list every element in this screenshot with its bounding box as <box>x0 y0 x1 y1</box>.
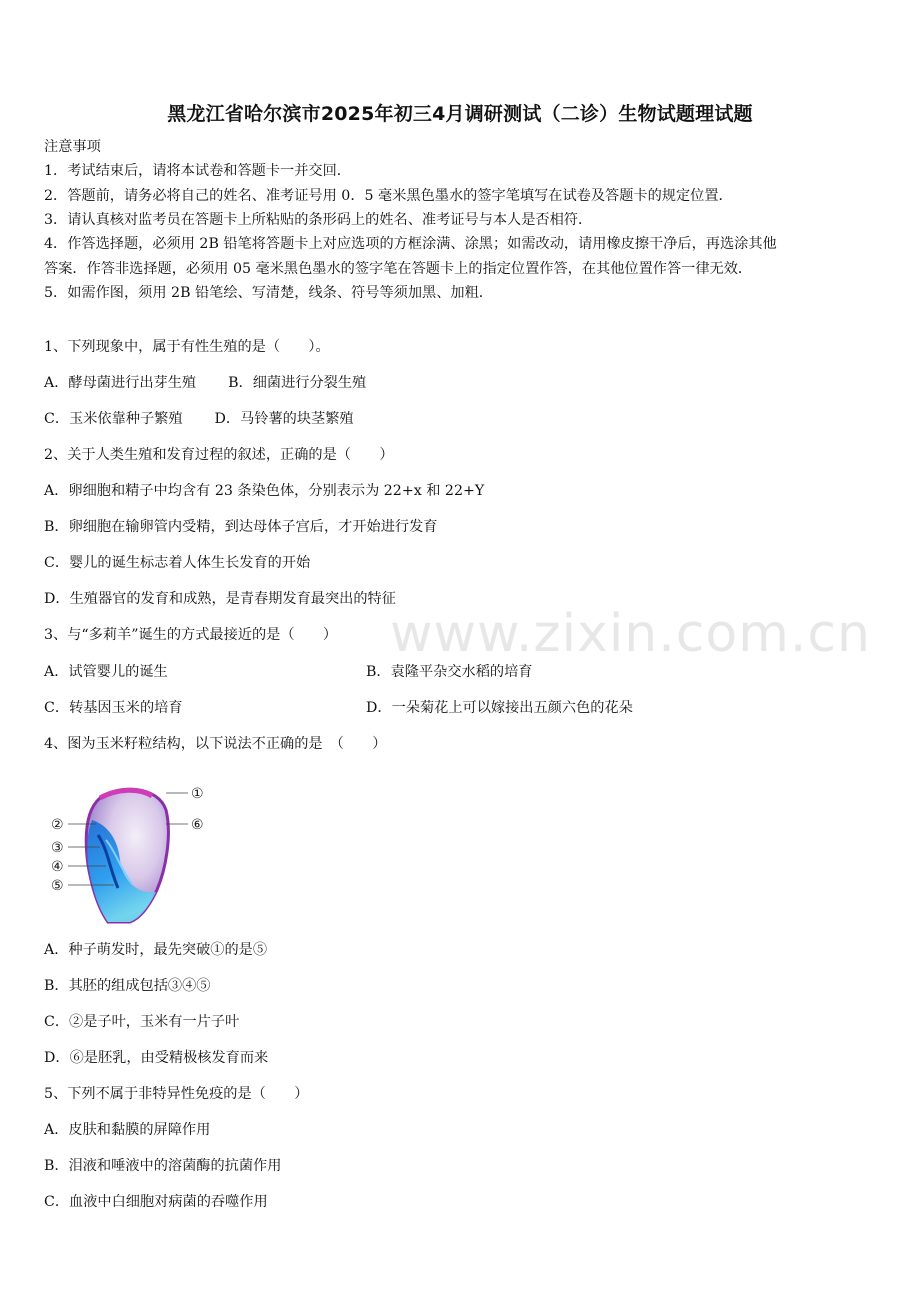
question-3-stem: 3、与“多莉羊”诞生的方式最接近的是（ ） <box>44 627 338 643</box>
option-b[interactable]: B．其胚的组成包括③④⑤ <box>44 978 211 994</box>
option-a[interactable]: A．试管婴儿的诞生 <box>44 664 168 680</box>
question-4-stem: 4、图为玉米籽粒结构，以下说法不正确的是 （ ） <box>44 736 387 752</box>
option-b[interactable]: B．细菌进行分裂生殖 <box>228 375 367 391</box>
label-1: ① <box>191 786 204 802</box>
option-b[interactable]: B．泪液和唾液中的溶菌酶的抗菌作用 <box>44 1158 282 1174</box>
notice-item: 答案．作答非选择题，必须用 05 毫米黑色墨水的签字笔在答题卡上的指定位置作答，在其他位置作答一律无效． <box>44 261 753 277</box>
page-title: 黑龙江省哈尔滨市2025年初三4月调研测试（二诊）生物试题理试题 <box>167 103 753 125</box>
notice-item: 4．作答选择题，必须用 2B 铅笔将答题卡上对应选项的方框涂满、涂黑；如需改动，请用橡皮擦干净后，再选涂其他 <box>44 236 777 252</box>
option-c[interactable]: C．婴儿的诞生标志着人体生长发育的开始 <box>44 555 311 571</box>
question-1-stem: 1、下列现象中，属于有性生殖的是（ ）。 <box>44 339 330 355</box>
watermark: www.zixin.com.cn <box>390 604 871 664</box>
notice-item: 1．考试结束后，请将本试卷和答题卡一并交回． <box>44 163 351 179</box>
question-1-options-row-2 <box>44 409 354 429</box>
notice-item: 2．答题前，请务必将自己的姓名、准考证号用 0．5 毫米黑色墨水的签字笔填写在试卷及答题卡的规定位置． <box>44 188 733 204</box>
option-b[interactable]: B．卵细胞在输卵管内受精，到达母体子宫后，才开始进行发育 <box>44 519 438 535</box>
option-d[interactable]: D．⑥是胚乳，由受精极核发育而来 <box>44 1050 269 1066</box>
corn-kernel-diagram <box>48 780 213 925</box>
notice-item: 5．如需作图，须用 2B 铅笔绘、写清楚，线条、符号等须加黑、加粗． <box>44 285 493 301</box>
option-d[interactable]: D．马铃薯的块茎繁殖 <box>214 411 354 427</box>
corn-kernel-figure <box>48 780 213 925</box>
question-2-stem: 2、关于人类生殖和发育过程的叙述，正确的是（ ） <box>44 447 394 463</box>
option-a[interactable]: A．皮肤和黏膜的屏障作用 <box>44 1122 211 1138</box>
option-a[interactable]: A．种子萌发时，最先突破①的是⑤ <box>44 942 268 958</box>
label-5: ⑤ <box>51 878 64 894</box>
option-d[interactable]: D．一朵菊花上可以嫁接出五颜六色的花朵 <box>366 700 633 716</box>
notice-heading: 注意事项 <box>44 139 101 155</box>
option-c[interactable]: C．血液中白细胞对病菌的吞噬作用 <box>44 1194 268 1210</box>
question-5-stem: 5、下列不属于非特异性免疫的是（ ） <box>44 1086 309 1102</box>
label-3: ③ <box>51 840 64 856</box>
question-1-options-row-1 <box>44 373 366 393</box>
option-a[interactable]: A．酵母菌进行出芽生殖 <box>44 375 197 391</box>
option-d[interactable]: D．生殖器官的发育和成熟，是青春期发育最突出的特征 <box>44 591 396 607</box>
label-2: ② <box>51 817 64 833</box>
label-4: ④ <box>51 859 64 875</box>
option-a[interactable]: A．卵细胞和精子中均含有 23 条染色体，分别表示为 22+x 和 22+Y <box>44 483 485 499</box>
notice-item: 3．请认真核对监考员在答题卡上所粘贴的条形码上的姓名、准考证号与本人是否相符． <box>44 212 593 228</box>
label-6: ⑥ <box>191 817 204 833</box>
option-c[interactable]: C．玉米依靠种子繁殖 <box>44 411 183 427</box>
option-c[interactable]: C．②是子叶，玉米有一片子叶 <box>44 1014 240 1030</box>
option-b[interactable]: B．袁隆平杂交水稻的培育 <box>366 664 533 680</box>
option-c[interactable]: C．转基因玉米的培育 <box>44 700 183 716</box>
